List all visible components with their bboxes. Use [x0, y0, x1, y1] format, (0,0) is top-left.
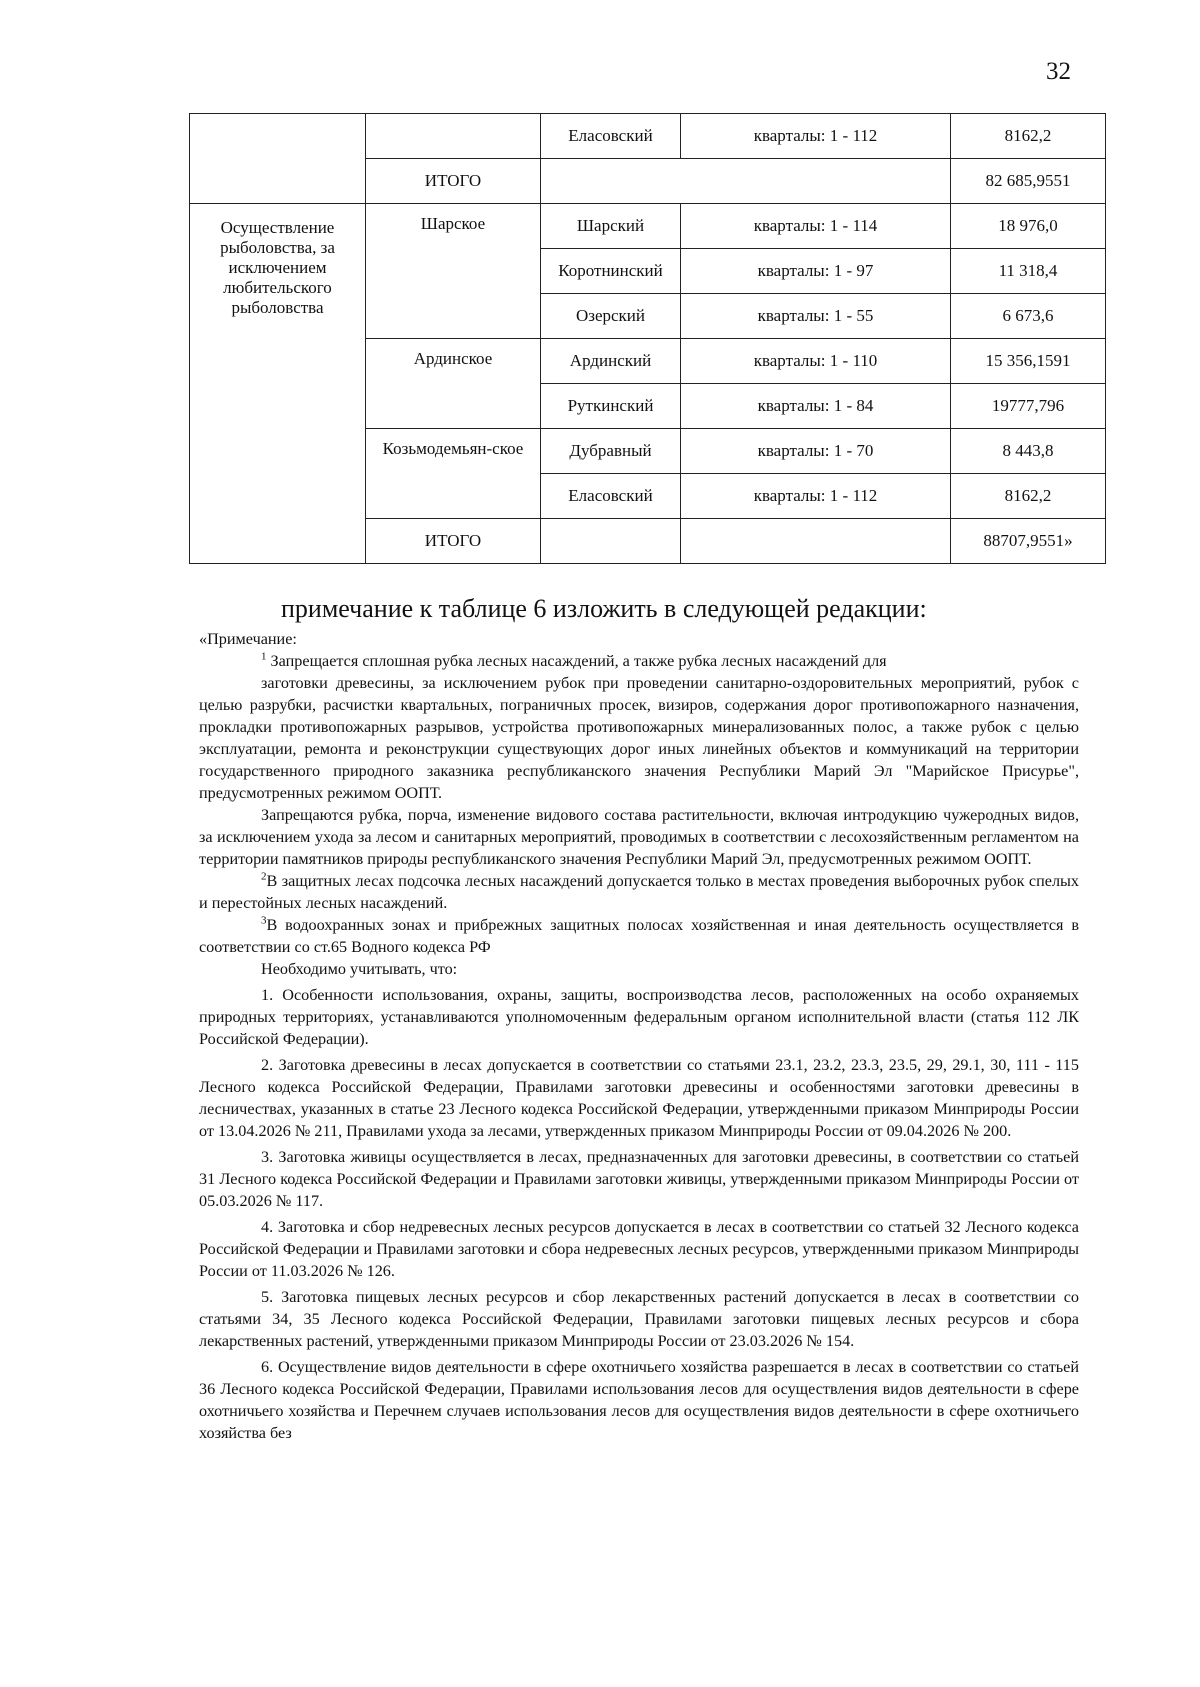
table-cell-area: 11 318,4 — [951, 249, 1106, 294]
table-cell-forestry: Шарское — [366, 204, 541, 339]
note-item-1: 1. Особенности использования, охраны, защиты, воспроизводства лесов, расположенных на особо охраняемых природных территориях, устанавливаются уполномоченным федеральным органом исполнительной власти (статья 112 ЛК Российской Федерации). — [199, 986, 1079, 1048]
note-item-3: 3. Заготовка живицы осуществляется в лесах, предназначенных для заготовки древесины, в соответствии со статьей 31 Лесного кодекса Российской Федерации и Правилами заготовки живицы, утвержденными приказом Минприроды России от 05.03.2026 № 117. — [199, 1148, 1079, 1210]
table-cell-area: 8162,2 — [951, 114, 1106, 159]
table-cell-quarters: кварталы: 1 - 97 — [681, 249, 951, 294]
table-cell-empty — [541, 159, 951, 204]
table-cell-district: Дубравный — [541, 429, 681, 474]
table-cell-district: Ардинский — [541, 339, 681, 384]
table-row — [190, 114, 1106, 159]
table-row — [190, 204, 1106, 249]
table-cell-area: 82 685,9551 — [951, 159, 1106, 204]
note-2 — [199, 870, 1079, 914]
note-1-continuation — [199, 672, 1079, 804]
note-1b: Запрещаются рубка, порча, изменение видового состава растительности, включая интродукцию чужеродных видов, за исключением ухода за лесом и санитарных мероприятий, проводимых в соответствии с лесохозяйственным регламентом на территории памятников природы республиканского значения Республики Марий Эл, предусмотренных режимом ООПТ. — [199, 806, 1079, 868]
table-cell-quarters: кварталы: 1 - 112 — [681, 474, 951, 519]
table-cell-area: 19777,796 — [951, 384, 1106, 429]
table-cell-area: 8 443,8 — [951, 429, 1106, 474]
table-cell-forestry: Ардинское — [366, 339, 541, 429]
table-cell-total-label: ИТОГО — [366, 159, 541, 204]
table-cell-activity — [190, 114, 366, 204]
table-cell-area: 8162,2 — [951, 474, 1106, 519]
table-cell-empty — [681, 519, 951, 564]
table-cell-activity: Осуществление рыболовства, за исключением любительского рыболовства — [190, 204, 366, 564]
note-1-first-line: Запрещается сплошная рубка лесных насаждений, а также рубка лесных насаждений для — [270, 652, 887, 670]
table-cell-district: Коротнинский — [541, 249, 681, 294]
note-item-5: 5. Заготовка пищевых лесных ресурсов и сбор лекарственных растений допускается в лесах в соответствии со статьями 34, 35 Лесного кодекса Российской Федерации, Правилами заготовки пищевых лесных ресурсов и сбора лекарственных растений, утвержденными приказом Минприроды России от 23.03.2026 № 154. — [199, 1288, 1079, 1350]
note-1 — [199, 650, 1079, 672]
note-3 — [199, 914, 1079, 958]
table-cell-area: 6 673,6 — [951, 294, 1106, 339]
table-cell-district: Еласовский — [541, 114, 681, 159]
note-1-rest: заготовки древесины, за исключением рубок при проведении санитарно-оздоровительных мероприятий, рубок с целью разрубки, расчистки квартальных, пограничных просек, визиров, содержания дорог противопожарного назначения, прокладки противопожарных разрывов, устройства противопожарных минерализованных полос, а также рубок с целью эксплуатации, ремонта и реконструкции существующих дорог иных линейных объектов и коммуникаций на территории государственного природного заказника республиканского значения Республики Марий Эл "Марийское Присурье", предусмотренных режимом ООПТ. — [199, 674, 1079, 802]
table-cell-quarters: кварталы: 1 - 84 — [681, 384, 951, 429]
forest-use-table — [189, 113, 1106, 564]
table-cell-district: Шарский — [541, 204, 681, 249]
table-cell-district: Еласовский — [541, 474, 681, 519]
table-cell-forestry: Козьмодемьян-ское — [366, 429, 541, 519]
table-cell-total-label: ИТОГО — [366, 519, 541, 564]
notes-title: «Примечание: — [199, 630, 297, 648]
table-cell-district: Озерский — [541, 294, 681, 339]
note-heading: примечание к таблице 6 изложить в следующей редакции: — [281, 594, 927, 623]
footnote-mark: 2 — [261, 870, 267, 883]
note-3-text: В водоохранных зонах и прибрежных защитных полосах хозяйственная и иная деятельность осуществляется в соответствии со ст.65 Водного кодекса РФ — [199, 916, 1079, 956]
table-cell-quarters: кварталы: 1 - 110 — [681, 339, 951, 384]
table-cell-quarters: кварталы: 1 - 114 — [681, 204, 951, 249]
footnote-mark: 3 — [261, 914, 267, 927]
footnote-mark: 1 — [261, 650, 267, 663]
table-cell-area: 18 976,0 — [951, 204, 1106, 249]
table-cell-area: 88707,9551» — [951, 519, 1106, 564]
note-item-6: 6. Осуществление видов деятельности в сфере охотничьего хозяйства разрешается в лесах в соответствии со статьей 36 Лесного кодекса Российской Федерации, Правилами использования лесов для осуществления видов деятельности в сфере охотничьего хозяйства и Перечнем случаев использования лесов для осуществления видов деятельности в сфере охотничьего хозяйства без — [199, 1358, 1079, 1442]
table-cell-quarters: кварталы: 1 - 55 — [681, 294, 951, 339]
note-item-4: 4. Заготовка и сбор недревесных лесных ресурсов допускается в лесах в соответствии со статьей 32 Лесного кодекса Российской Федерации и Правилами заготовки и сбора недревесных лесных ресурсов, утвержденными приказом Минприроды России от 11.03.2026 № 126. — [199, 1218, 1079, 1280]
table-cell-area: 15 356,1591 — [951, 339, 1106, 384]
consider-intro: Необходимо учитывать, что: — [261, 960, 458, 978]
table-cell-quarters: кварталы: 1 - 70 — [681, 429, 951, 474]
page-number: 32 — [1046, 58, 1071, 85]
table-cell-empty — [541, 519, 681, 564]
table-cell-forestry — [366, 114, 541, 159]
table-cell-quarters: кварталы: 1 - 112 — [681, 114, 951, 159]
note-item-2: 2. Заготовка древесины в лесах допускается в соответствии со статьями 23.1, 23.2, 23.3, 23.5, 29, 29.1, 30, 111 - 115 Лесного кодекса Российской Федерации, Правилами заготовки древесины и особенностями заготовки древесины в лесничествах, указанных в статье 23 Лесного кодекса Российской Федерации, утвержденными приказом Минприроды России от 13.04.2026 № 211, Правилами ухода за лесами, утвержденных приказом Минприроды России от 09.04.2026 № 200. — [199, 1056, 1079, 1140]
table-cell-district: Руткинский — [541, 384, 681, 429]
note-2-text: В защитных лесах подсочка лесных насаждений допускается только в местах проведения выборочных рубок спелых и перестойных лесных насаждений. — [199, 872, 1079, 912]
notes-section — [199, 628, 1079, 1444]
